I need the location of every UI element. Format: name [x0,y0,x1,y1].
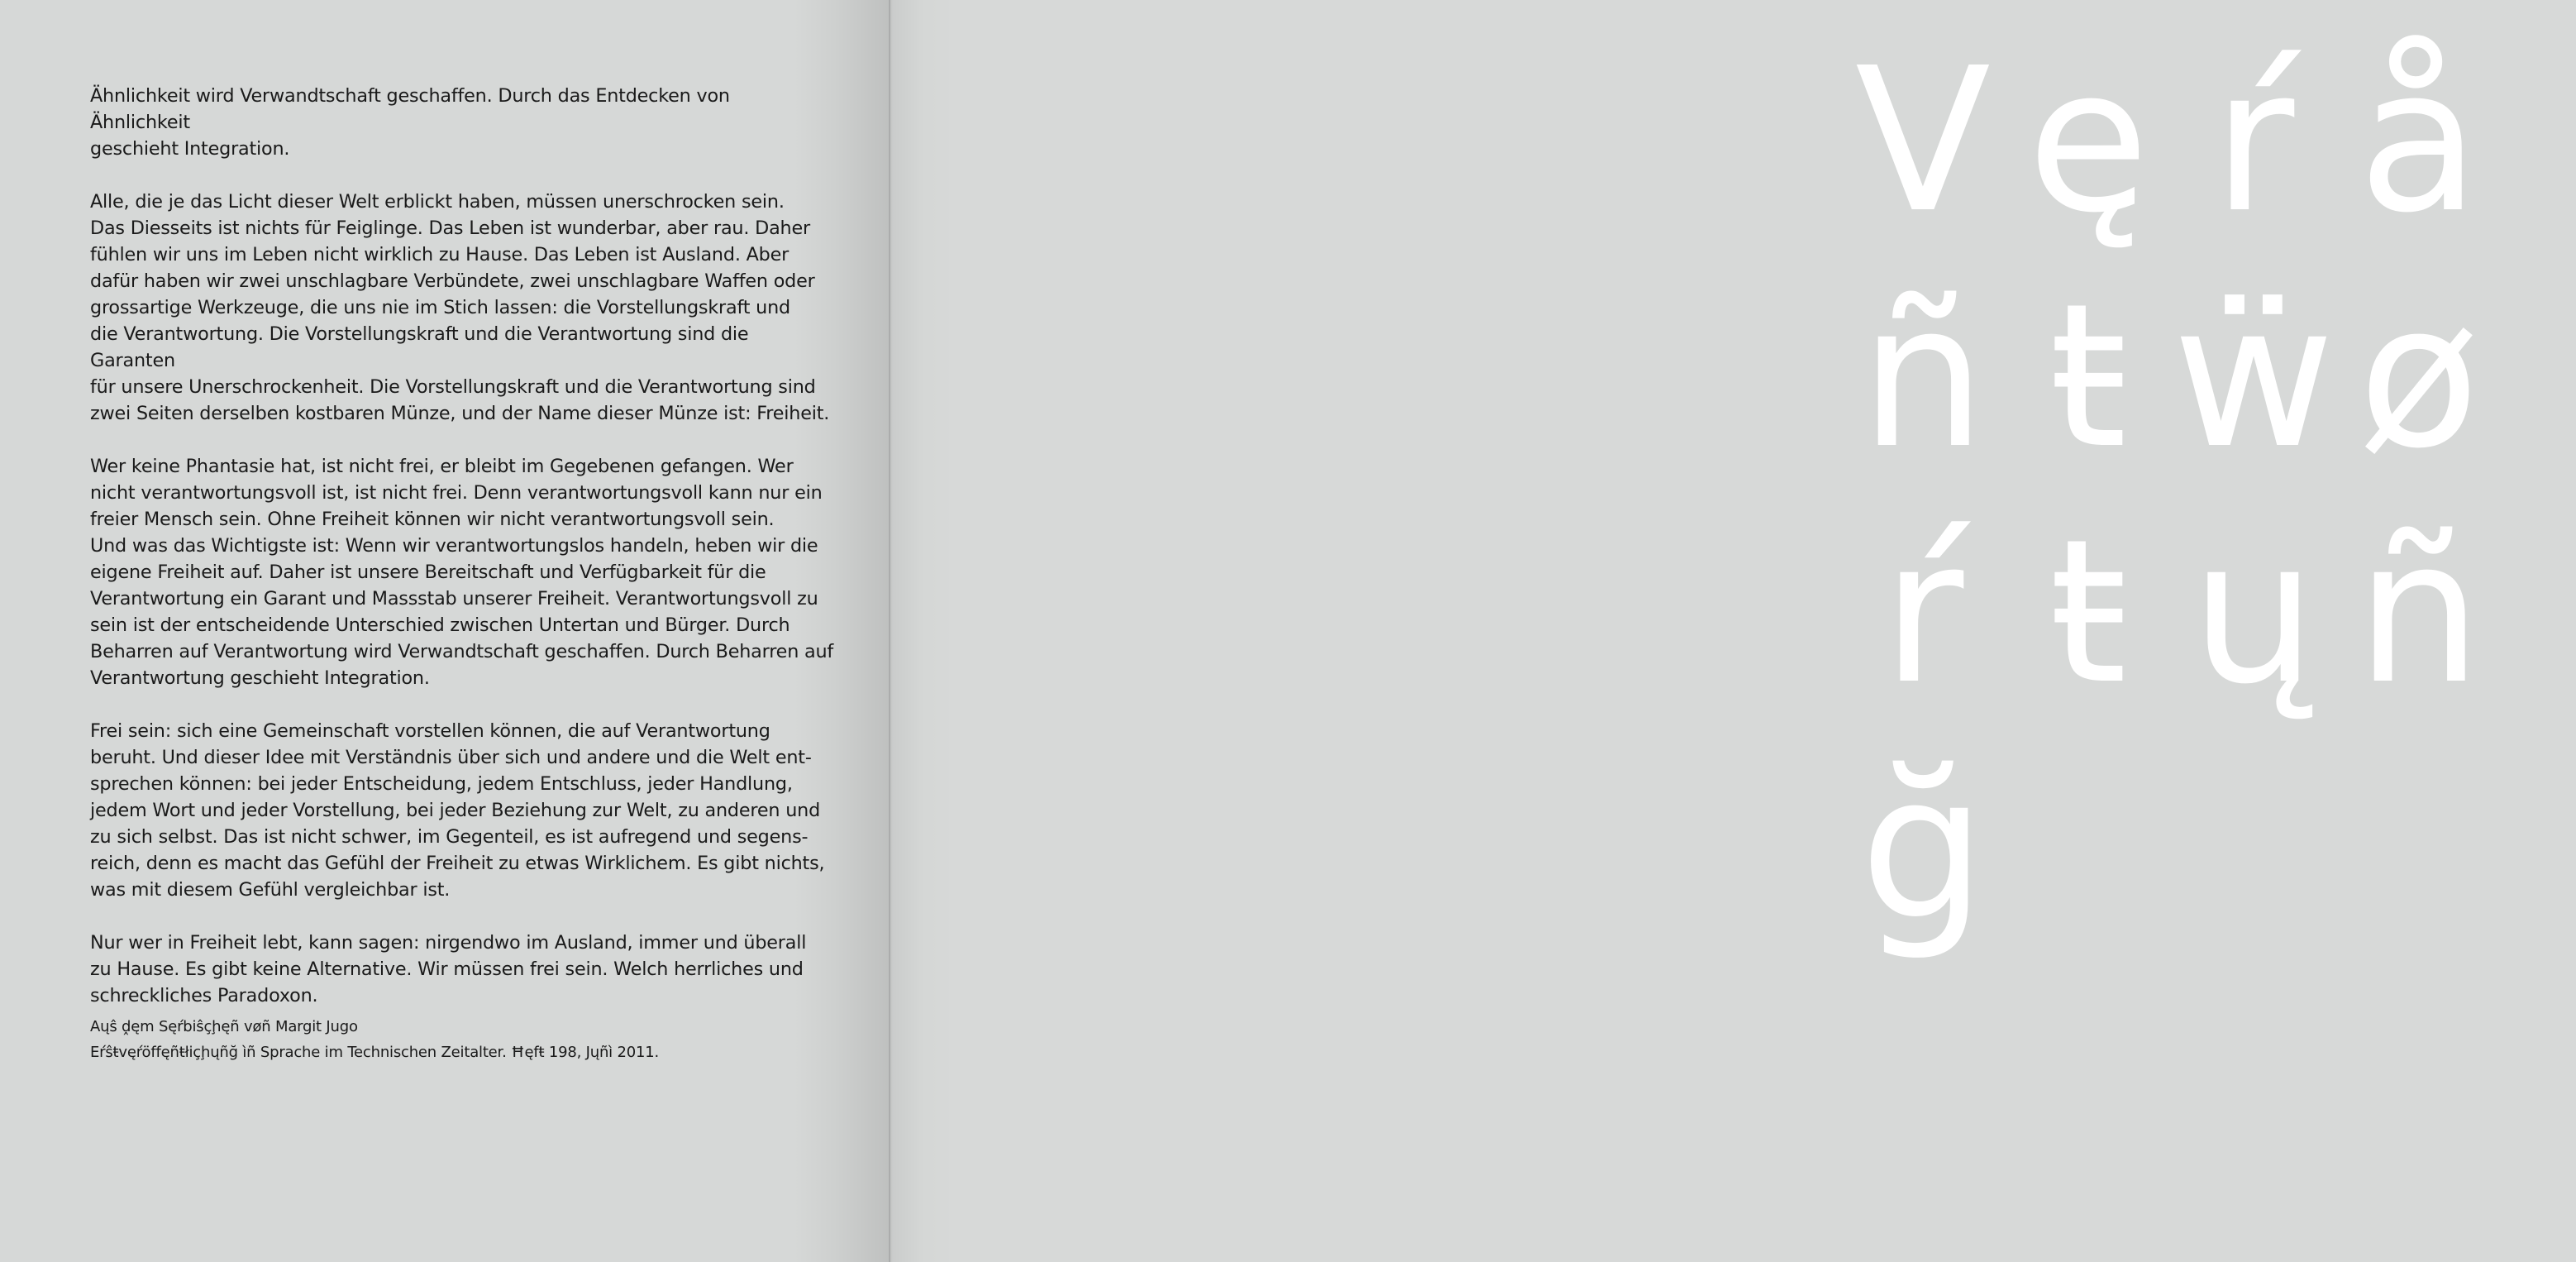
glyph-1: V [1854,25,1992,256]
glyph-9: ŕ [1882,496,1964,728]
credit-line-1: Aųŝ ḓęm Sęŕbiŝçḩęñ vøñ Margit Jugo [90,1018,358,1035]
credit-line-2: Eŕŝŧvęŕöffęñŧłiçḩųñğ ìñ Sprache im Technischen Zeitalter. Ħęfŧ 198, Jųñì 2011. [90,1044,660,1061]
glyph-2: ę [2027,25,2149,256]
glyph-4: å [2358,25,2480,256]
glyph-13: ğ [1859,732,1987,963]
glyph-8: ø [2358,261,2480,492]
glyph-grid [1832,25,2576,992]
paragraph-2: Alle, die je das Licht dieser Welt erblickt haben, müssen unerschrocken sein. Das Diesseits ist nichts für Feiglinge. Das Leben ist wunderbar, aber rau. Daher fühlen wir uns im Leben nicht wirklich zu Hause. Das Leben ist Ausland. Aber dafür haben wir zwei unschlagbare Verbündete, zwei unschlagbare Waffen oder grossartige Werkzeuge, die uns nie im Stich lassen: die Vorstellungskraft und die Verantwortung. Die Vorstellungskraft und die Verantwortung sind die Garanten für unsere Unerschrockenheit. Die Vorstellungskraft und die Verantwortung sind zwei Seiten derselben kostbaren Münze, und der Name dieser Münze ist: Freiheit. [90,191,830,424]
left-page [0,0,890,1262]
book-spine [889,0,890,1262]
glyph-12: ñ [2355,496,2483,728]
glyph-5: ñ [1859,261,1987,492]
source-credits [90,1014,834,1065]
essay-text [90,83,834,1035]
paragraph-3: Wer keine Phantasie hat, ist nicht frei, er bleibt im Gegebenen gefangen. Wer nicht verantwortungsvoll ist, ist nicht frei. Denn verantwortungsvoll kann nur ein freier Mensch sein. Ohne Freiheit können wir nicht verantwortungsvoll sein. Und was das Wichtigste ist: Wenn wir verantwortungslos handeln, heben wir die eigene Freiheit auf. Daher ist unsere Bereitschaft und Verfügbarkeit für die Verantwortung ein Garant und Massstab unserer Freiheit. Verantwortungsvoll zu sein ist der entscheidende Unterschied zwischen Untertan und Bürger. Durch Beharren auf Verantwortung wird Verwandtschaft geschaffen. Durch Beharren auf Verantwortung geschieht Integration. [90,456,834,689]
glyph-11: ų [2190,496,2317,728]
glyph-7: ẅ [2172,261,2335,492]
paragraph-1: Ähnlichkeit wird Verwandtschaft geschaffen. Durch das Entdecken von Ähnlichkeit geschieht Integration. [90,85,730,160]
glyph-3: ŕ [2212,25,2295,256]
right-page [890,0,2483,1262]
paragraph-4: Frei sein: sich eine Gemeinschaft vorstellen können, die auf Verantwortung beruht. Und dieser Idee mit Verständnis über sich und andere und die Welt ent- sprechen können: bei jeder Entscheidung, jedem Entschluss, jeder Handlung, jedem Wort und jeder Vorstellung, bei jeder Beziehung zur Welt, zu anderen und zu sich selbst. Das ist nicht schwer, im Gegenteil, es ist aufregend und segens- reich, denn es macht das Gefühl der Freiheit zu etwas Wirklichem. Es gibt nichts, was mit diesem Gefühl vergleichbar ist. [90,720,825,901]
glyph-6: ŧ [2049,261,2128,492]
glyph-10: ŧ [2049,496,2128,728]
paragraph-5: Nur wer in Freiheit lebt, kann sagen: nirgendwo im Ausland, immer und überall zu Hause. Es gibt keine Alternative. Wir müssen frei sein. Welch herrliches und schreckliches Paradoxon. [90,932,807,1006]
